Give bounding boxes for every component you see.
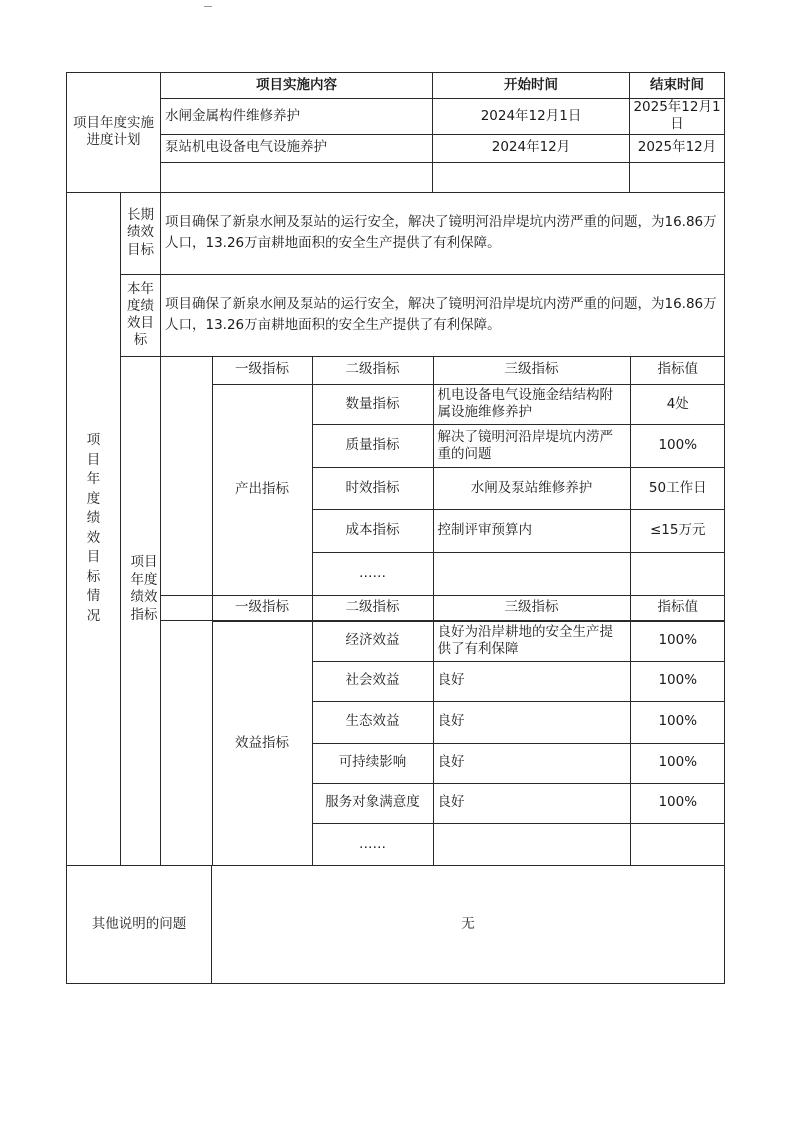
scan-mark: [204, 6, 212, 7]
project-performance-table: [66, 72, 725, 984]
indicator-value: ≤15万元: [630, 510, 725, 553]
output-indicator-block: [161, 356, 725, 595]
indicator-header-value: 指标值: [630, 357, 725, 385]
indicator-header-level2: 二级指标: [312, 596, 433, 620]
output-indicator-level1: 产出指标: [212, 384, 312, 594]
indicator-level2: 成本指标: [312, 510, 433, 553]
indicator-value: 100%: [630, 701, 725, 743]
indicator-level2: 生态效益: [312, 701, 433, 743]
plan-row-content: [161, 162, 433, 192]
indicator-level2: 可持续影响: [312, 743, 433, 783]
indicator-level2: ……: [312, 823, 433, 865]
indicator-value: 100%: [630, 783, 725, 823]
indicator-column-spacer: [161, 357, 212, 595]
plan-row-content: 泵站机电设备电气设施养护: [161, 134, 433, 162]
indicator-header-level2: 二级指标: [312, 357, 433, 385]
benefit-indicator-block: [161, 620, 725, 866]
indicator-value: 100%: [630, 621, 725, 661]
indicator-label-inline: [161, 596, 212, 620]
plan-row-end: 2025年12月: [630, 134, 725, 162]
indicator-value: 50工作日: [630, 467, 725, 510]
other-section-value: 无: [212, 866, 725, 984]
plan-row-end: 2025年12月1日: [630, 99, 725, 135]
indicator-header-level1: 一级指标: [212, 596, 312, 620]
plan-row-start: 2024年12月1日: [433, 99, 630, 135]
indicator-level3: 良好: [433, 743, 630, 783]
indicator-value: [630, 552, 725, 595]
indicator-header-level1: 一级指标: [212, 357, 312, 385]
indicator-level3: 良好为沿岸耕地的安全生产提供了有利保障: [433, 621, 630, 661]
long-term-goal-label: 长期绩效目标: [121, 192, 161, 274]
indicator-value: 4处: [630, 384, 725, 424]
indicator-level3: 良好: [433, 661, 630, 701]
plan-row-start: [433, 162, 630, 192]
indicator-level3: [433, 552, 630, 595]
plan-row-content: 水闸金属构件维修养护: [161, 99, 433, 135]
indicator-level3: 控制评审预算内: [433, 510, 630, 553]
annual-goal-text: 项目确保了新泉水闸及泵站的运行安全，解决了镜明河沿岸堤坑内涝严重的问题，为16.86万人口，13.26万亩耕地面积的安全生产提供了有利保障。: [161, 274, 725, 356]
indicator-header-level3: 三级指标: [433, 596, 630, 620]
performance-section-label: 项目年度绩效目标情况: [67, 192, 121, 866]
indicator-level2: ……: [312, 552, 433, 595]
indicator-section-label: 项目年度绩效指标: [130, 554, 158, 623]
indicator-level3: 机电设备电气设施金结结构附属设施维修养护: [433, 384, 630, 424]
benefit-header-block: [161, 595, 725, 620]
benefit-indicator-level1: 效益指标: [212, 621, 312, 865]
plan-row-end: [630, 162, 725, 192]
annual-goal-label: 本年度绩效目标: [121, 274, 161, 356]
indicator-level2: 经济效益: [312, 621, 433, 661]
indicator-level2: 社会效益: [312, 661, 433, 701]
other-section-label: 其他说明的问题: [67, 866, 212, 984]
indicator-level3: 良好: [433, 783, 630, 823]
indicator-level3: 良好: [433, 701, 630, 743]
indicator-column-spacer: [161, 621, 212, 865]
plan-header-content: 项目实施内容: [161, 73, 433, 99]
indicator-value: 100%: [630, 661, 725, 701]
indicator-level3: [433, 823, 630, 865]
indicator-level3: 水闸及泵站维修养护: [433, 467, 630, 510]
indicator-level2: 质量指标: [312, 425, 433, 468]
indicator-level3: 解决了镜明河沿岸堤坑内涝严重的问题: [433, 425, 630, 468]
indicator-level2: 时效指标: [312, 467, 433, 510]
long-term-goal-text: 项目确保了新泉水闸及泵站的运行安全，解决了镜明河沿岸堤坑内涝严重的问题，为16.86万人口，13.26万亩耕地面积的安全生产提供了有利保障。: [161, 192, 725, 274]
plan-row-start: 2024年12月: [433, 134, 630, 162]
plan-header-start: 开始时间: [433, 73, 630, 99]
indicator-level2: 数量指标: [312, 384, 433, 424]
plan-header-end: 结束时间: [630, 73, 725, 99]
plan-section-label: 项目年度实施进度计划: [67, 73, 161, 193]
indicator-header-value: 指标值: [630, 596, 725, 620]
indicator-value: 100%: [630, 743, 725, 783]
indicator-header-level3: 三级指标: [433, 357, 630, 385]
indicator-value: 100%: [630, 425, 725, 468]
indicator-level2: 服务对象满意度: [312, 783, 433, 823]
indicator-value: [630, 823, 725, 865]
